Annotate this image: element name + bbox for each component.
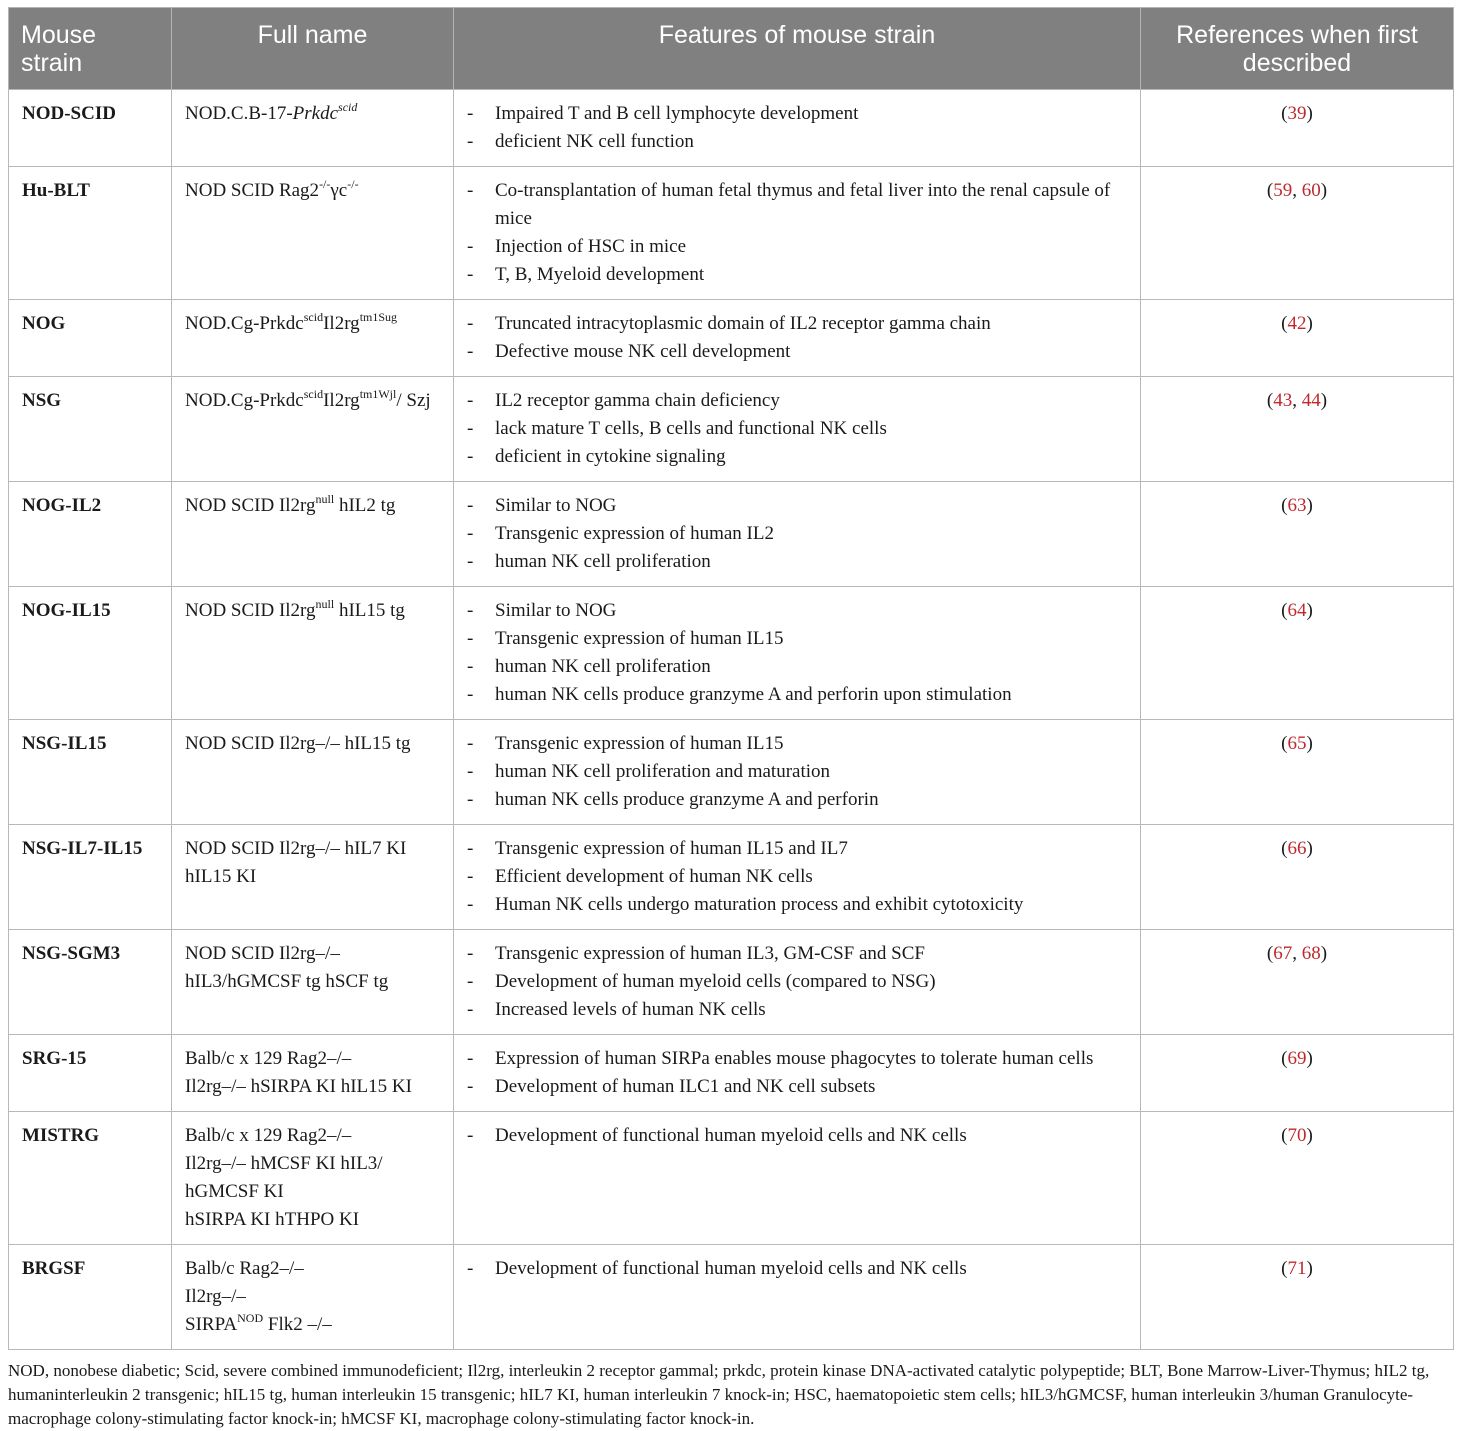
strain-cell: Hu-BLT	[9, 167, 172, 300]
features-cell	[454, 1112, 1141, 1245]
references-cell: (63)	[1141, 482, 1454, 587]
full-name-text: Balb/c x 129 Rag2–/–	[185, 1125, 352, 1146]
references-cell: (59, 60)	[1141, 167, 1454, 300]
features-list	[467, 310, 1127, 366]
strain-cell: NSG-IL15	[9, 720, 172, 825]
strain-cell: NOD-SCID	[9, 90, 172, 167]
features-cell	[454, 482, 1141, 587]
features-list	[467, 492, 1127, 576]
features-list	[467, 177, 1127, 289]
table-row	[9, 167, 1454, 300]
strain-cell: NSG-SGM3	[9, 930, 172, 1035]
feature-item: - Development of human ILC1 and NK cell subsets	[467, 1073, 1127, 1101]
features-list	[467, 387, 1127, 471]
full-name-text: hSIRPA KI hTHPO KI	[185, 1209, 360, 1230]
features-list	[467, 597, 1127, 709]
superscript-text: null	[315, 597, 335, 611]
features-cell	[454, 720, 1141, 825]
full-name-text: Prkdc	[292, 103, 339, 124]
features-cell	[454, 90, 1141, 167]
strain-cell: NSG	[9, 377, 172, 482]
features-list	[467, 1045, 1127, 1101]
full-name-cell	[172, 1245, 454, 1350]
superscript-text: -/-	[319, 177, 331, 191]
superscript-text: tm1Wjl	[359, 387, 397, 401]
features-cell	[454, 825, 1141, 930]
reference-link[interactable]: 44	[1301, 390, 1321, 411]
strain-cell: SRG-15	[9, 1035, 172, 1112]
feature-item: - Defective mouse NK cell development	[467, 338, 1127, 366]
feature-item: - Transgenic expression of human IL15 and IL7	[467, 835, 1127, 863]
feature-item: - Transgenic expression of human IL3, GM-CSF and SCF	[467, 940, 1127, 968]
features-list	[467, 835, 1127, 919]
references-cell: (67, 68)	[1141, 930, 1454, 1035]
features-list	[467, 940, 1127, 1024]
feature-item: - T, B, Myeloid development	[467, 261, 1127, 289]
reference-link[interactable]: 67	[1273, 943, 1293, 964]
full-name-text: NOD.Cg-Prkdc	[185, 313, 304, 334]
full-name-cell	[172, 1112, 454, 1245]
superscript-text: scid	[338, 100, 358, 114]
full-name-cell	[172, 587, 454, 720]
header-row	[9, 8, 1454, 90]
table-row	[9, 1112, 1454, 1245]
table-row	[9, 930, 1454, 1035]
features-cell	[454, 377, 1141, 482]
table-row	[9, 1035, 1454, 1112]
feature-item: - deficient NK cell function	[467, 128, 1127, 156]
full-name-cell	[172, 90, 454, 167]
feature-item: - Increased levels of human NK cells	[467, 996, 1127, 1024]
full-name-text: Balb/c Rag2–/–	[185, 1258, 304, 1279]
full-name-cell	[172, 167, 454, 300]
superscript-text: null	[315, 492, 335, 506]
full-name-text: NOD SCID Il2rg–/–	[185, 943, 340, 964]
feature-item: - Co-transplantation of human fetal thymus and fetal liver into the renal capsule of mice	[467, 177, 1127, 233]
feature-item: - Development of functional human myeloid cells and NK cells	[467, 1122, 1127, 1150]
feature-item: - Transgenic expression of human IL15	[467, 625, 1127, 653]
features-cell	[454, 930, 1141, 1035]
reference-link[interactable]: 42	[1287, 313, 1307, 334]
full-name-text: SIRPA	[185, 1314, 238, 1335]
features-list	[467, 1122, 1127, 1150]
table-row	[9, 1245, 1454, 1350]
feature-item: - IL2 receptor gamma chain deficiency	[467, 387, 1127, 415]
full-name-text: hIL3/hGMCSF tg hSCF tg	[185, 971, 389, 992]
reference-link[interactable]: 63	[1287, 495, 1307, 516]
superscript-text: scid	[303, 387, 324, 401]
features-list	[467, 1255, 1127, 1283]
references-cell: (42)	[1141, 300, 1454, 377]
features-cell	[454, 300, 1141, 377]
header-mouse-strain: Mouse strain	[9, 8, 172, 90]
feature-item: - Development of functional human myeloid cells and NK cells	[467, 1255, 1127, 1283]
feature-item: - Transgenic expression of human IL15	[467, 730, 1127, 758]
references-cell: (66)	[1141, 825, 1454, 930]
header-full-name: Full name	[172, 8, 454, 90]
reference-link[interactable]: 64	[1287, 600, 1307, 621]
full-name-cell	[172, 930, 454, 1035]
references-cell: (65)	[1141, 720, 1454, 825]
reference-link[interactable]: 59	[1273, 180, 1293, 201]
full-name-cell	[172, 825, 454, 930]
superscript-text: NOD	[237, 1311, 264, 1325]
reference-link[interactable]: 65	[1287, 733, 1307, 754]
mouse-strain-table	[8, 7, 1454, 1350]
feature-item: - human NK cells produce granzyme A and perforin	[467, 786, 1127, 814]
reference-link[interactable]: 39	[1287, 103, 1307, 124]
feature-item: - deficient in cytokine signaling	[467, 443, 1127, 471]
references-cell: (69)	[1141, 1035, 1454, 1112]
feature-item: - human NK cell proliferation and maturation	[467, 758, 1127, 786]
reference-link[interactable]: 69	[1287, 1048, 1307, 1069]
features-list	[467, 100, 1127, 156]
feature-item: - human NK cell proliferation	[467, 653, 1127, 681]
full-name-text: Il2rg	[323, 390, 360, 411]
features-cell	[454, 1035, 1141, 1112]
references-cell: (71)	[1141, 1245, 1454, 1350]
feature-item: - Similar to NOG	[467, 597, 1127, 625]
reference-link[interactable]: 68	[1301, 943, 1321, 964]
strain-cell: MISTRG	[9, 1112, 172, 1245]
superscript-text: -/-	[347, 177, 359, 191]
feature-item: - Similar to NOG	[467, 492, 1127, 520]
full-name-text: NOD.C.B-17-	[185, 103, 293, 124]
full-name-text: Il2rg–/–	[185, 1286, 246, 1307]
strain-cell: BRGSF	[9, 1245, 172, 1350]
features-cell	[454, 167, 1141, 300]
references-cell: (43, 44)	[1141, 377, 1454, 482]
full-name-text: Il2rg–/– hMCSF KI hIL3/	[185, 1153, 383, 1174]
feature-item: - Development of human myeloid cells (compared to NSG)	[467, 968, 1127, 996]
full-name-cell	[172, 1035, 454, 1112]
feature-item: - Truncated intracytoplasmic domain of IL2 receptor gamma chain	[467, 310, 1127, 338]
reference-link[interactable]: 71	[1287, 1258, 1307, 1279]
features-cell	[454, 587, 1141, 720]
reference-link[interactable]: 66	[1287, 838, 1307, 859]
full-name-text: NOD SCID Il2rg	[185, 495, 316, 516]
header-references: References when first described	[1141, 8, 1454, 90]
feature-item: - lack mature T cells, B cells and functional NK cells	[467, 415, 1127, 443]
references-cell: (64)	[1141, 587, 1454, 720]
feature-item: - Injection of HSC in mice	[467, 233, 1127, 261]
feature-item: - human NK cells produce granzyme A and perforin upon stimulation	[467, 681, 1127, 709]
full-name-text: hIL15 tg	[334, 600, 405, 621]
table-row	[9, 825, 1454, 930]
full-name-text: NOD SCID Rag2	[185, 180, 320, 201]
reference-link[interactable]: 60	[1301, 180, 1321, 201]
superscript-text: tm1Sug	[359, 310, 398, 324]
full-name-cell	[172, 300, 454, 377]
full-name-text: NOD SCID Il2rg–/– hIL15 tg	[185, 733, 411, 754]
full-name-text: hGMCSF KI	[185, 1181, 284, 1202]
full-name-text: NOD SCID Il2rg	[185, 600, 316, 621]
strain-cell: NOG	[9, 300, 172, 377]
reference-link[interactable]: 70	[1287, 1125, 1307, 1146]
feature-item: - Expression of human SIRPa enables mouse phagocytes to tolerate human cells	[467, 1045, 1127, 1073]
full-name-text: γc	[330, 180, 348, 201]
full-name-cell	[172, 377, 454, 482]
full-name-text: Il2rg–/– hSIRPA KI hIL15 KI	[185, 1076, 412, 1097]
full-name-text: hIL2 tg	[334, 495, 396, 516]
full-name-text: Balb/c x 129 Rag2–/–	[185, 1048, 352, 1069]
table-footnote: NOD, nonobese diabetic; Scid, severe combined immunodeficient; Il2rg, interleukin 2 receptor gammal; prkdc, protein kinase DNA-activated catalytic polypeptide; BLT, Bone Marrow-Liver-Thymus; hIL2 tg, humaninterleukin 2 transgenic; hIL15 tg, human interleukin 15 transgenic; hIL7 KI, human interleukin 7 knock-in; HSC, haematopoietic stem cells; hIL3/hGMCSF, human interleukin 3/human Granulocyte-macrophage colony-stimulating factor knock-in; hMCSF KI, macrophage colony-stimulating factor knock-in.	[8, 1361, 1430, 1428]
feature-item: - human NK cell proliferation	[467, 548, 1127, 576]
feature-item: - Human NK cells undergo maturation process and exhibit cytotoxicity	[467, 891, 1127, 919]
full-name-text: / Szj	[396, 390, 431, 411]
table-row	[9, 300, 1454, 377]
superscript-text: scid	[303, 310, 324, 324]
strain-cell: NSG-IL7-IL15	[9, 825, 172, 930]
table-row	[9, 587, 1454, 720]
reference-link[interactable]: 43	[1273, 390, 1293, 411]
full-name-text: NOD.Cg-Prkdc	[185, 390, 304, 411]
feature-item: - Efficient development of human NK cells	[467, 863, 1127, 891]
full-name-cell	[172, 482, 454, 587]
references-cell: (70)	[1141, 1112, 1454, 1245]
full-name-text: Flk2 –/–	[263, 1314, 332, 1335]
table-row	[9, 482, 1454, 587]
full-name-cell	[172, 720, 454, 825]
table-header	[9, 8, 1454, 90]
features-list	[467, 730, 1127, 814]
features-cell	[454, 1245, 1141, 1350]
table-row	[9, 377, 1454, 482]
table-row	[9, 720, 1454, 825]
table-row	[9, 90, 1454, 167]
strain-cell: NOG-IL2	[9, 482, 172, 587]
strain-cell: NOG-IL15	[9, 587, 172, 720]
header-features: Features of mouse strain	[454, 8, 1141, 90]
table-page	[8, 7, 1453, 1431]
feature-item: - Transgenic expression of human IL2	[467, 520, 1127, 548]
table-body	[9, 90, 1454, 1350]
feature-item: - Impaired T and B cell lymphocyte development	[467, 100, 1127, 128]
full-name-text: Il2rg	[323, 313, 360, 334]
references-cell: (39)	[1141, 90, 1454, 167]
full-name-text: NOD SCID Il2rg–/– hIL7 KI hIL15 KI	[185, 838, 407, 887]
